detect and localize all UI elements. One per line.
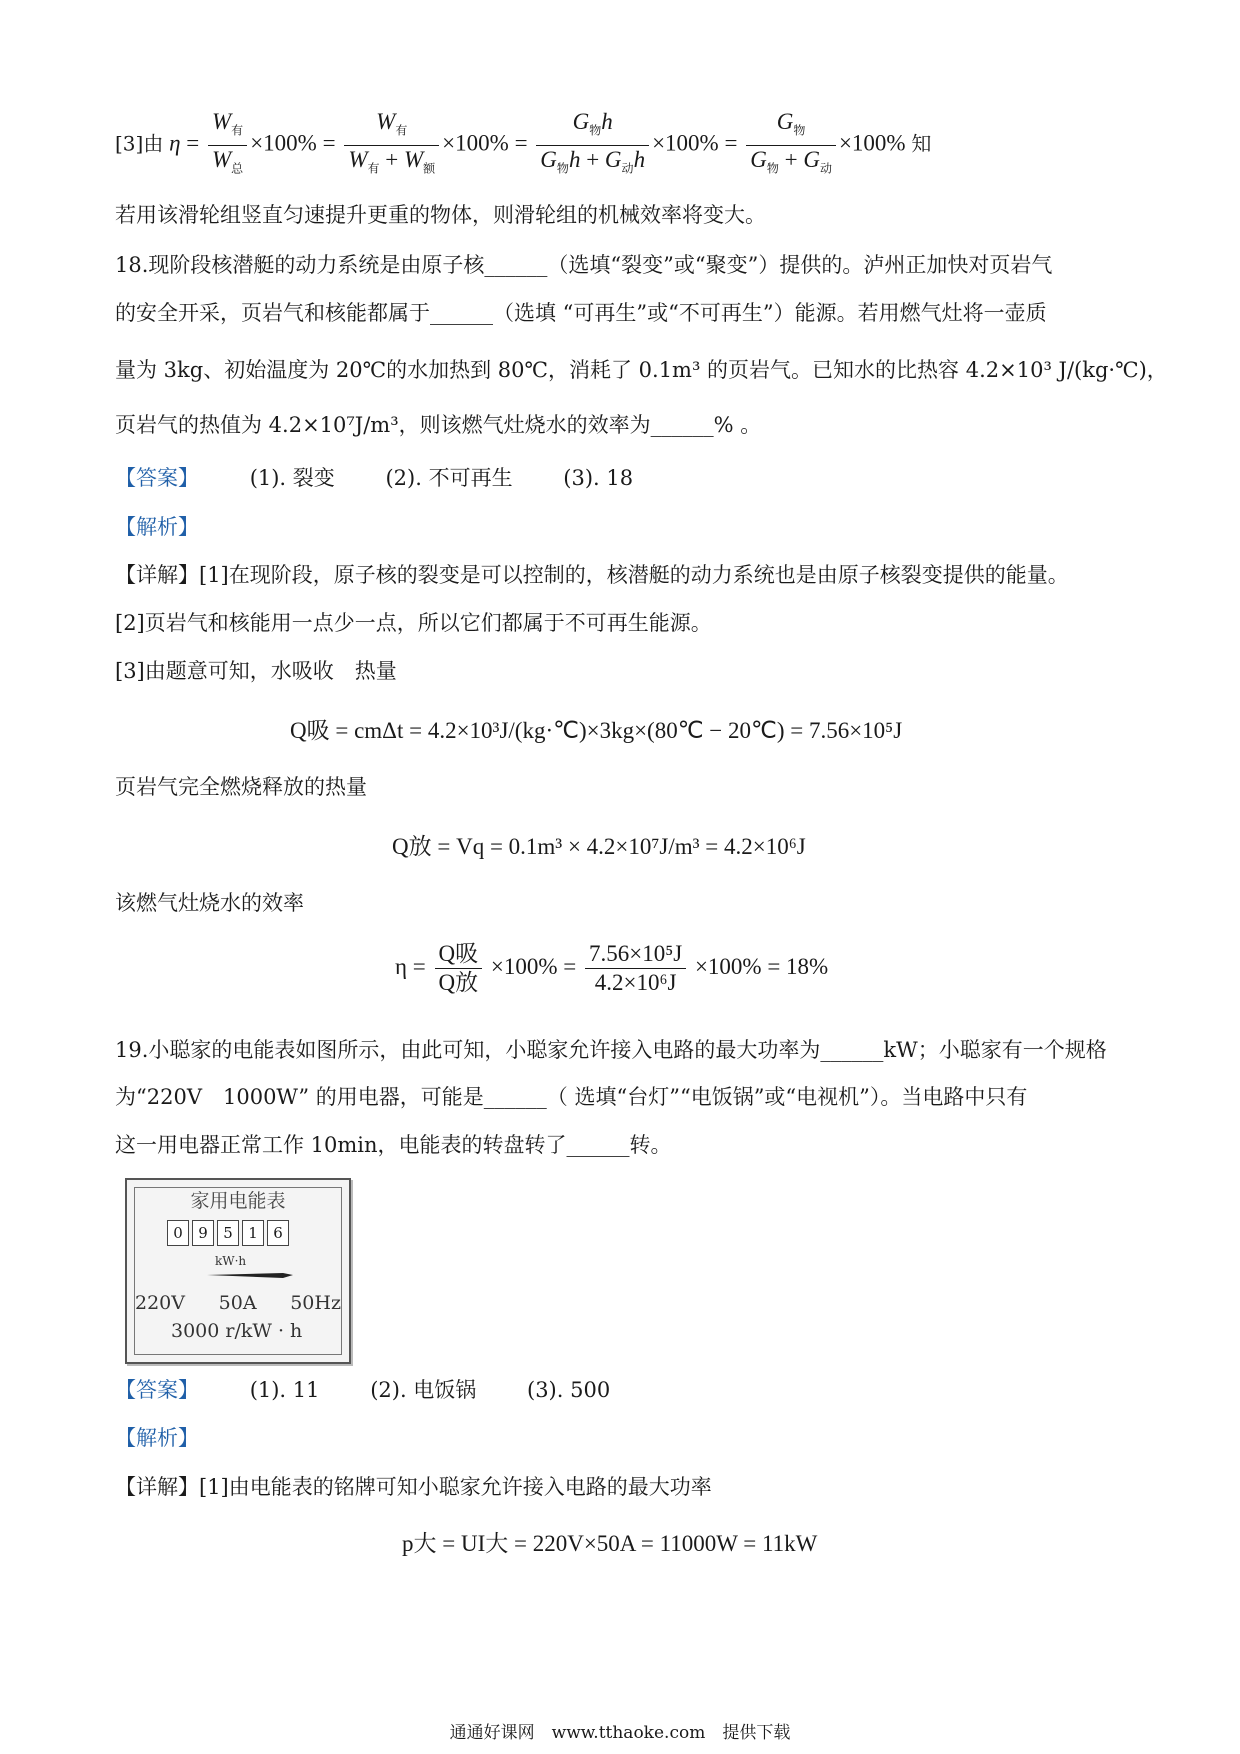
frac-g: $\frac{G_物}{G_物 + G_动}$: [746, 108, 836, 182]
q18-line3: 量为 3kg、初始温度为 20℃的水加热到 80℃，消耗了 0.1m³ 的页岩气。已知水的比热容 4.2×10³ J/(kg·℃)，: [115, 358, 1168, 382]
line-burn-heat: 页岩气完全燃烧释放的热量: [115, 775, 367, 799]
q19-line2: 为“220V 1000W” 的用电器，可能是______（ 选填“台灯”“电饭锅”或“电视机”）。当电路中只有: [115, 1085, 1028, 1109]
answer-18: 【答案】 (1). 裂变 (2). 不可再生 (3). 18: [115, 466, 634, 490]
footer-link[interactable]: 通通好课网 www.tthaoke.com 提供下载: [449, 1723, 791, 1743]
detail-19-1: 【详解】[1]由电能表的铭牌可知小聪家允许接入电路的最大功率: [115, 1475, 712, 1499]
efficiency-equation: η = $\frac{\text{Q吸}}{\text{Q放}}$ ×100% = $\frac{\text{7.56×10⁵J}}{\text{4.2×10⁶J}}$ ×100% = 18%: [395, 941, 829, 995]
heat-released-equation: Q放 = Vq = 0.1m³ × 4.2×10⁷J/m³ = 4.2×10⁶J: [392, 834, 806, 859]
eq1-prefix: [3]由: [115, 131, 164, 156]
meter-digit: 1: [242, 1220, 264, 1246]
q18-line1: 18.现阶段核潜艇的动力系统是由原子核______（选填“裂变”或“聚变”）提供的。泸州正加快对页岩气: [115, 253, 1053, 277]
meter-digit: 5: [217, 1220, 239, 1246]
line-conclusion: 若用该滑轮组竖直匀速提升更重的物体，则滑轮组的机械效率将变大。: [115, 203, 766, 227]
analysis-tag: 【解析】: [115, 515, 199, 539]
meter-title: 家用电能表: [190, 1190, 286, 1212]
meter-digits: [167, 1220, 292, 1246]
q19-line1: 19.小聪家的电能表如图所示，由此可知，小聪家允许接入电路的最大功率为______kW；小聪家有一个规格: [115, 1038, 1107, 1062]
line-efficiency: 该燃气灶烧水的效率: [115, 891, 304, 915]
meter-digit: 0: [167, 1220, 189, 1246]
frac-w-sum: $\frac{W_有}{W_有 + W_额}$: [344, 108, 439, 182]
meter-digit: 6: [267, 1220, 289, 1246]
power-equation: p大 = UI大 = 220V×50A = 11000W = 11kW: [402, 1531, 818, 1556]
q18-line4: 页岩气的热值为 4.2×10⁷J/m³，则该燃气灶烧水的效率为______% 。: [115, 413, 762, 437]
detail-18-3: [3]由题意可知，水吸收 热量: [115, 659, 397, 683]
detail-18-1: 【详解】[1]在现阶段，原子核的裂变是可以控制的，核潜艇的动力系统也是由原子核裂变提供的能量。: [115, 563, 1069, 587]
analysis-tag: 【解析】: [115, 1426, 199, 1450]
meter-rate: 3000 r/kW · h: [171, 1320, 303, 1342]
heat-absorbed-equation: Q吸 = cmΔt = 4.2×10³J/(kg·℃)×3kg×(80℃ − 20℃) = 7.56×10⁵J: [290, 718, 903, 743]
frac-w-ratio: $\frac{W_有}{W_总}$: [208, 108, 247, 182]
answer-19: 【答案】 (1). 11 (2). 电饭锅 (3). 500: [115, 1378, 611, 1402]
q19-line3: 这一用电器正常工作 10min，电能表的转盘转了______转。: [115, 1133, 672, 1157]
answer-tag: 【答案】: [115, 466, 199, 490]
meter-digit: 9: [192, 1220, 214, 1246]
arrow-icon: [205, 1270, 295, 1280]
efficiency-formula: [3]由 η = $\frac{W_有}{W_总}$ ×100% = $\frac{W_有}{W_有 + W_额}$ ×100% = $\frac{G_物h}{G_物h + G_动h}$ ×100% = $\frac{G_物}{G_物 + G_动}$ ×100% 知: [115, 108, 931, 182]
q18-line2: 的安全开采，页岩气和核能都属于______（选填 “可再生”或“不可再生”）能源。若用燃气灶将一壶质: [115, 301, 1047, 325]
answer-tag: 【答案】: [115, 1378, 199, 1402]
electric-meter-image: [125, 1178, 351, 1364]
meter-specs: 220V 50A 50Hz: [135, 1292, 341, 1314]
frac-gh: $\frac{G_物h}{G_物h + G_动h}$: [536, 108, 649, 182]
meter-unit: kW·h: [215, 1254, 247, 1268]
detail-18-2: [2]页岩气和核能用一点少一点，所以它们都属于不可再生能源。: [115, 611, 712, 635]
